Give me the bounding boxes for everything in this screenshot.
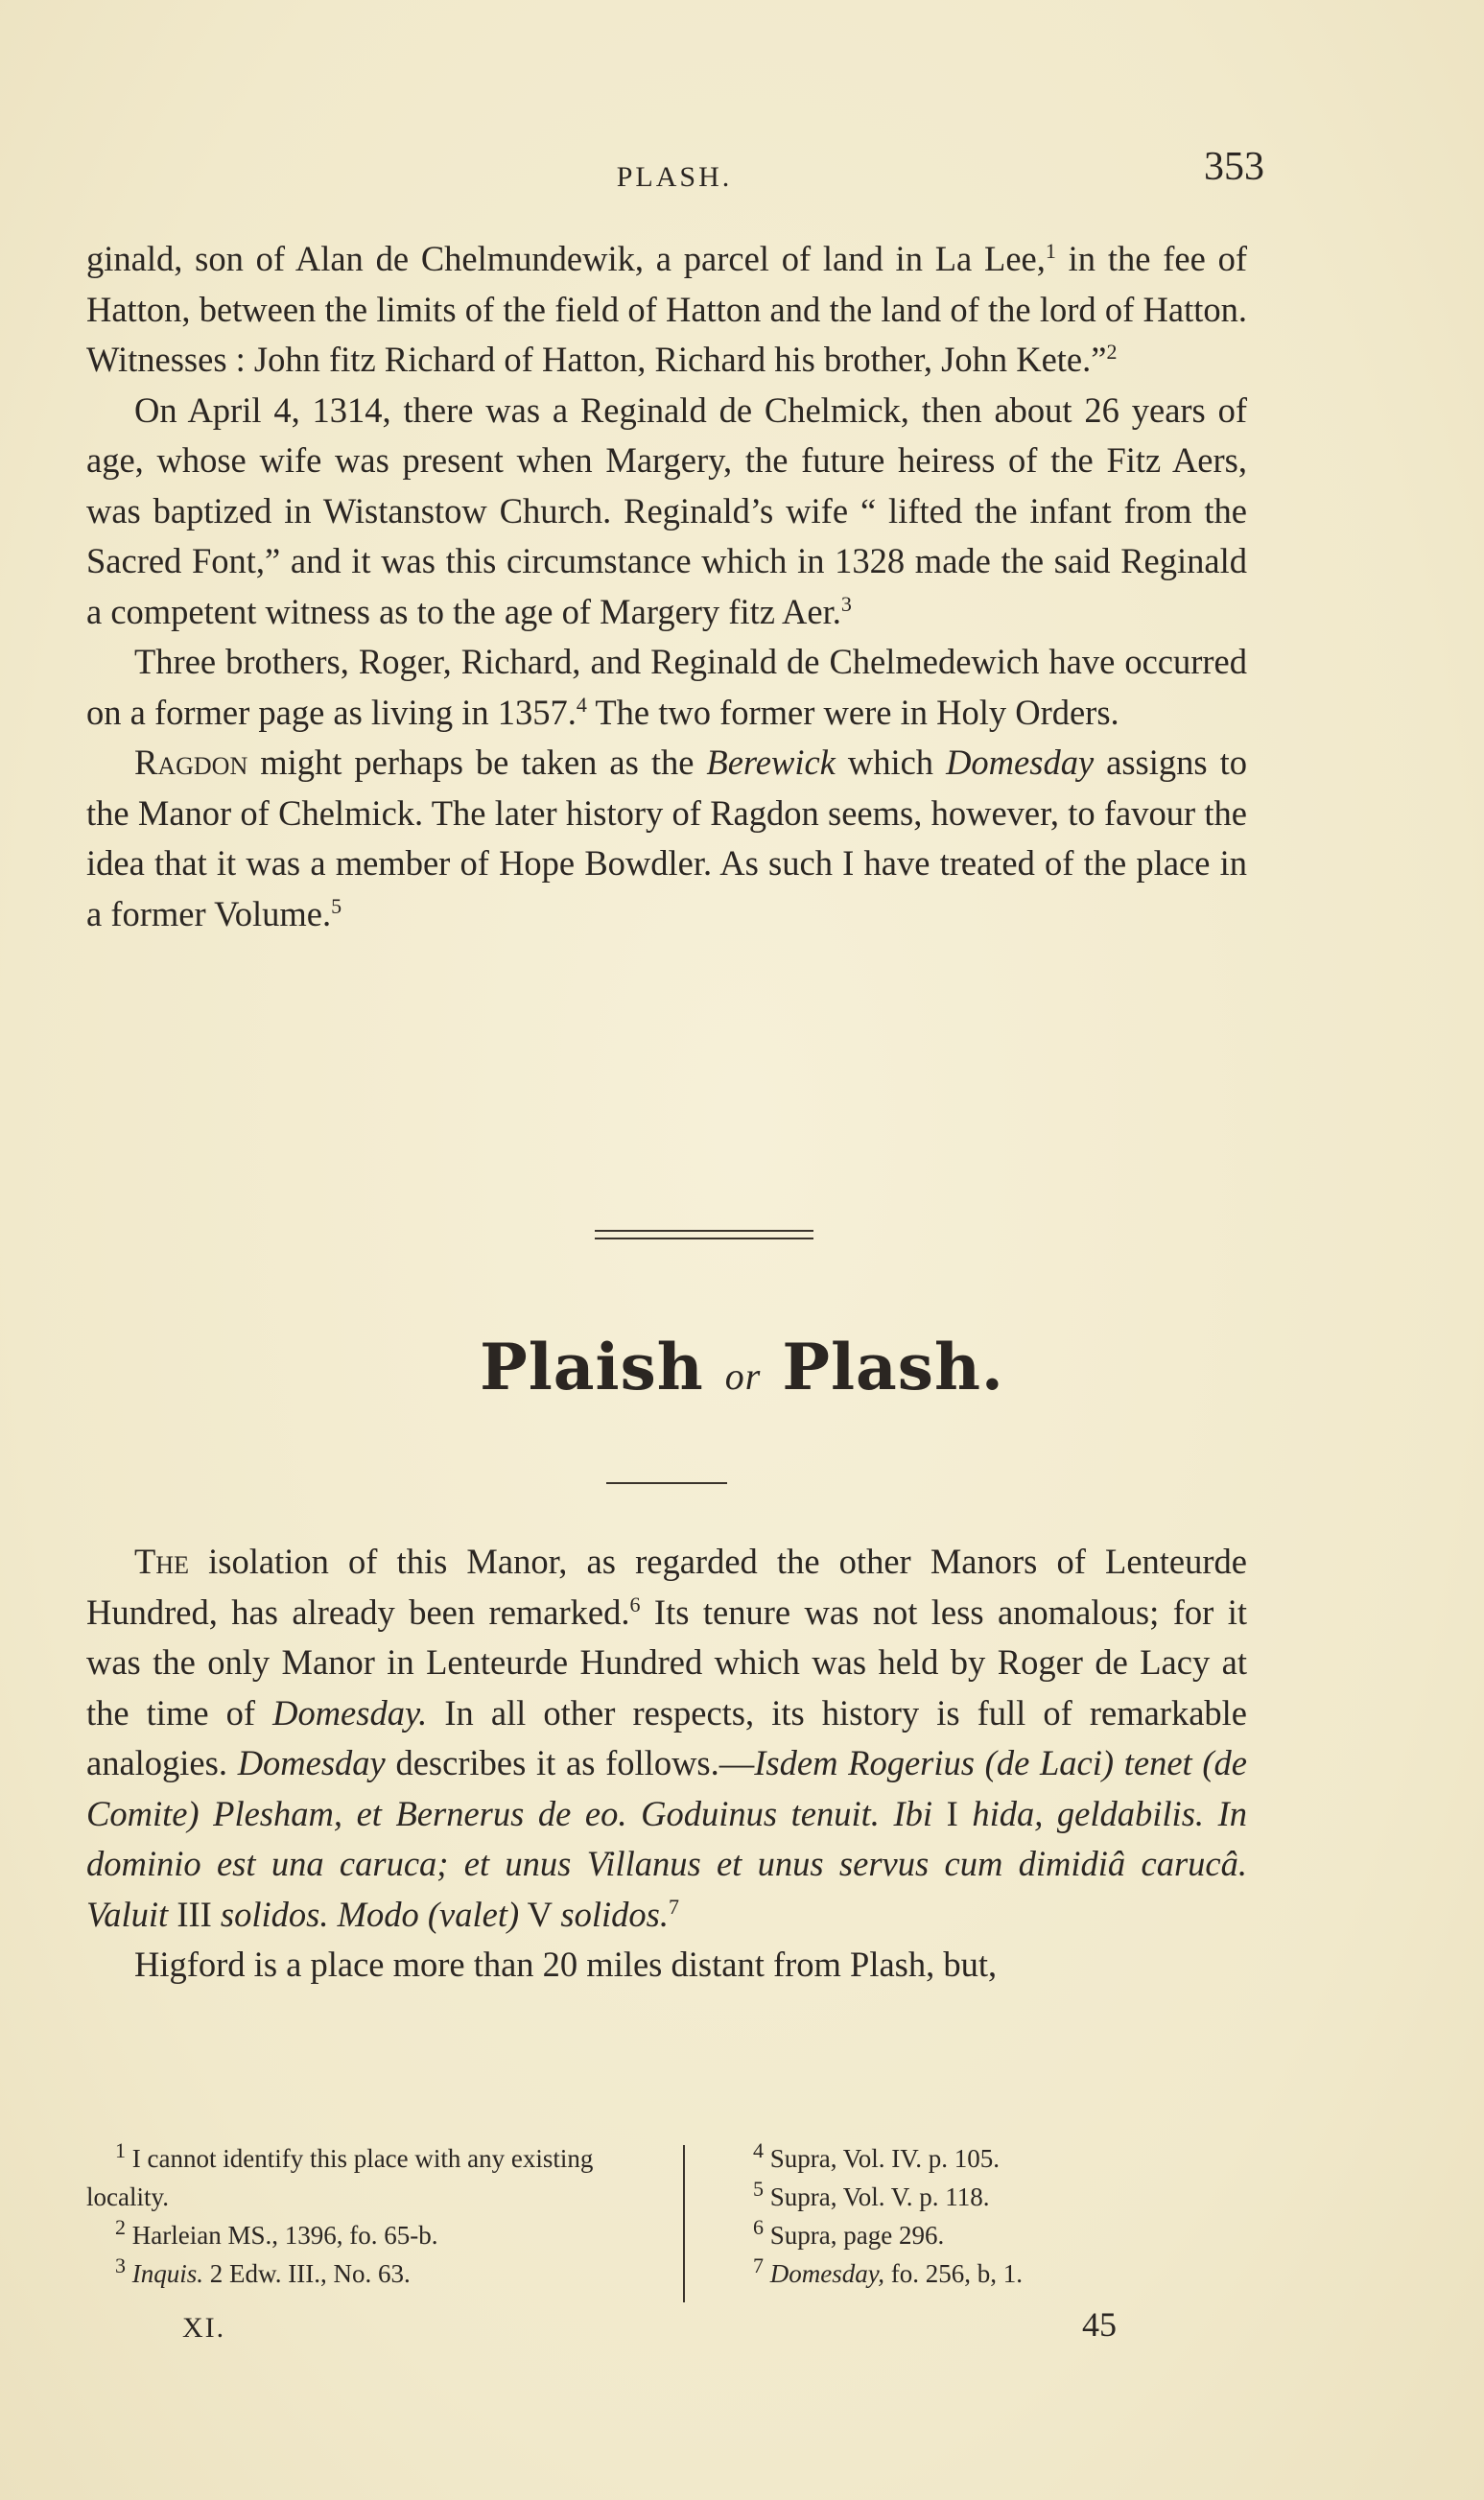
footnote-mark: 6 — [753, 2215, 764, 2239]
text-run: Three brothers, Roger, Richard, and Reginald de Chelmedewich have occurred on a former page as living in 1357. — [86, 642, 1247, 732]
signature-mark: XI. — [182, 2312, 226, 2344]
footnote — [724, 2216, 1127, 2254]
footnote — [86, 2254, 662, 2293]
text-run: isolation of this Manor, as regarded the other Manors of Lenteurde Hundred, has already been remarked. — [86, 1542, 1247, 1632]
footnote-ref: 7 — [669, 1894, 679, 1919]
footnote-mark: 2 — [115, 2215, 126, 2239]
footnote-mark: 7 — [753, 2253, 764, 2277]
footnote-mark: 1 — [115, 2138, 126, 2162]
gathering-number: 45 — [1082, 2305, 1117, 2344]
italic-text: Domesday. — [272, 1692, 428, 1733]
footnote-ref: 1 — [1045, 238, 1056, 263]
paragraph — [86, 1537, 1247, 1940]
paragraph — [86, 637, 1247, 738]
footnote — [724, 2139, 1127, 2178]
footnote-ref: 5 — [331, 893, 342, 918]
running-head — [84, 144, 1264, 201]
text-run: which — [835, 743, 947, 782]
text-run: Supra, page 296. — [769, 2221, 945, 2250]
footnote-mark: 3 — [115, 2253, 126, 2277]
body-text-bottom — [86, 1537, 1247, 1991]
italic-text: Domesday — [237, 1743, 386, 1782]
text-run: The two former were in Holy Orders. — [586, 692, 1119, 732]
paragraph — [86, 738, 1247, 939]
footnote-mark: 4 — [753, 2138, 764, 2162]
text-run: in the fee of Hatton, between the limits of the field of Hatton and the land of the lord of Hatton. Witnesses : John fitz Richard of Hatton, Richard his brother, John Kete.” — [86, 239, 1247, 379]
section-double-rule — [595, 1230, 813, 1239]
footnotes-left-column — [86, 2139, 662, 2293]
text-run: Supra, Vol. IV. p. 105. — [769, 2144, 1001, 2173]
text-run: might perhaps be taken as the — [247, 743, 707, 782]
text-run: I cannot identify this place with any existing locality. — [86, 2144, 594, 2211]
italic-text: Inquis. — [131, 2259, 203, 2288]
italic-text: solidos. Modo (valet) — [220, 1894, 520, 1934]
running-title: PLASH. — [616, 161, 733, 193]
section-heading — [0, 1330, 1484, 1404]
body-text-top — [86, 234, 1247, 939]
heading-part-2: Plash. — [782, 1330, 1004, 1404]
text-run: ginald, son of Alan de Chelmundewik, a parcel of land in La Lee, — [86, 239, 1046, 278]
text-run: describes it as follows.— — [385, 1743, 755, 1782]
text-run: III — [168, 1894, 221, 1934]
paragraph — [86, 234, 1247, 386]
text-run: I — [932, 1793, 973, 1833]
text-run: Higford is a place more than 20 miles distant from Plash, but, — [134, 1945, 998, 1984]
footnote-ref: 2 — [1106, 339, 1118, 364]
heading-connector: or — [724, 1355, 762, 1398]
footnote-ref: 6 — [629, 1592, 641, 1616]
italic-text: Isdem Rogerius (de Laci) tenet (de Comite) Plesham, et Bernerus de eo. Goduinus tenuit. Ibi — [86, 1743, 1248, 1833]
footnote — [724, 2254, 1127, 2293]
heading-underline-rule — [606, 1482, 727, 1484]
small-caps-text: Ragdon — [134, 743, 248, 782]
footnotes-right-column — [724, 2139, 1127, 2293]
italic-text: Domesday — [946, 743, 1095, 782]
text-run: fo. 256, b, 1. — [883, 2259, 1023, 2288]
text-run: V — [519, 1894, 561, 1934]
footnote — [724, 2178, 1127, 2216]
paragraph — [86, 1940, 1247, 1991]
footnote-column-divider — [683, 2145, 685, 2302]
italic-text: Berewick — [706, 743, 836, 782]
footnote-ref: 3 — [840, 591, 852, 616]
text-run: assigns to the Manor of Chelmick. The later history of Ragdon seems, however, to favour the idea that it was a member of Hope Bowdler. As such I have treated of the place in a former Volume. — [86, 743, 1248, 933]
footnote — [86, 2139, 662, 2216]
italic-text: solidos. — [560, 1894, 669, 1934]
small-caps-text: The — [134, 1542, 189, 1581]
text-run: In all other respects, its history is full of remarkable analogies. — [86, 1692, 1247, 1782]
footnote-mark: 5 — [753, 2177, 764, 2201]
footnote — [86, 2216, 662, 2254]
footnotes — [86, 2139, 1122, 2312]
text-run: Harleian MS., 1396, fo. 65-b. — [131, 2221, 438, 2250]
footnote-ref: 4 — [576, 692, 587, 717]
paragraph — [86, 386, 1247, 638]
text-run: On April 4, 1314, there was a Reginald de Chelmick, then about 26 years of age, whose wife was present when Margery, the future heiress of the Fitz Aers, was baptized in Wistanstow Church. Reginald’s wife “ lifted the infant from the Sacred Font,” and it was this circumstance which in 1328 made the said Reginald a competent witness as to the age of Margery fitz Aer. — [86, 389, 1247, 631]
page-number: 353 — [1204, 145, 1264, 189]
text-run: Its tenure was not less anomalous; for it was the only Manor in Lenteurde Hundred which was held by Roger de Lacy at the time of — [86, 1592, 1247, 1733]
italic-text: hida, geldabilis. In dominio est una caruca; et unus Villanus et unus servus cum dimidiâ carucâ. Valuit — [86, 1793, 1248, 1934]
italic-text: Domesday, — [769, 2259, 884, 2288]
text-run: Supra, Vol. V. p. 118. — [769, 2182, 990, 2211]
heading-part-1: Plaish — [480, 1330, 704, 1404]
text-run: 2 Edw. III., No. 63. — [203, 2259, 411, 2288]
